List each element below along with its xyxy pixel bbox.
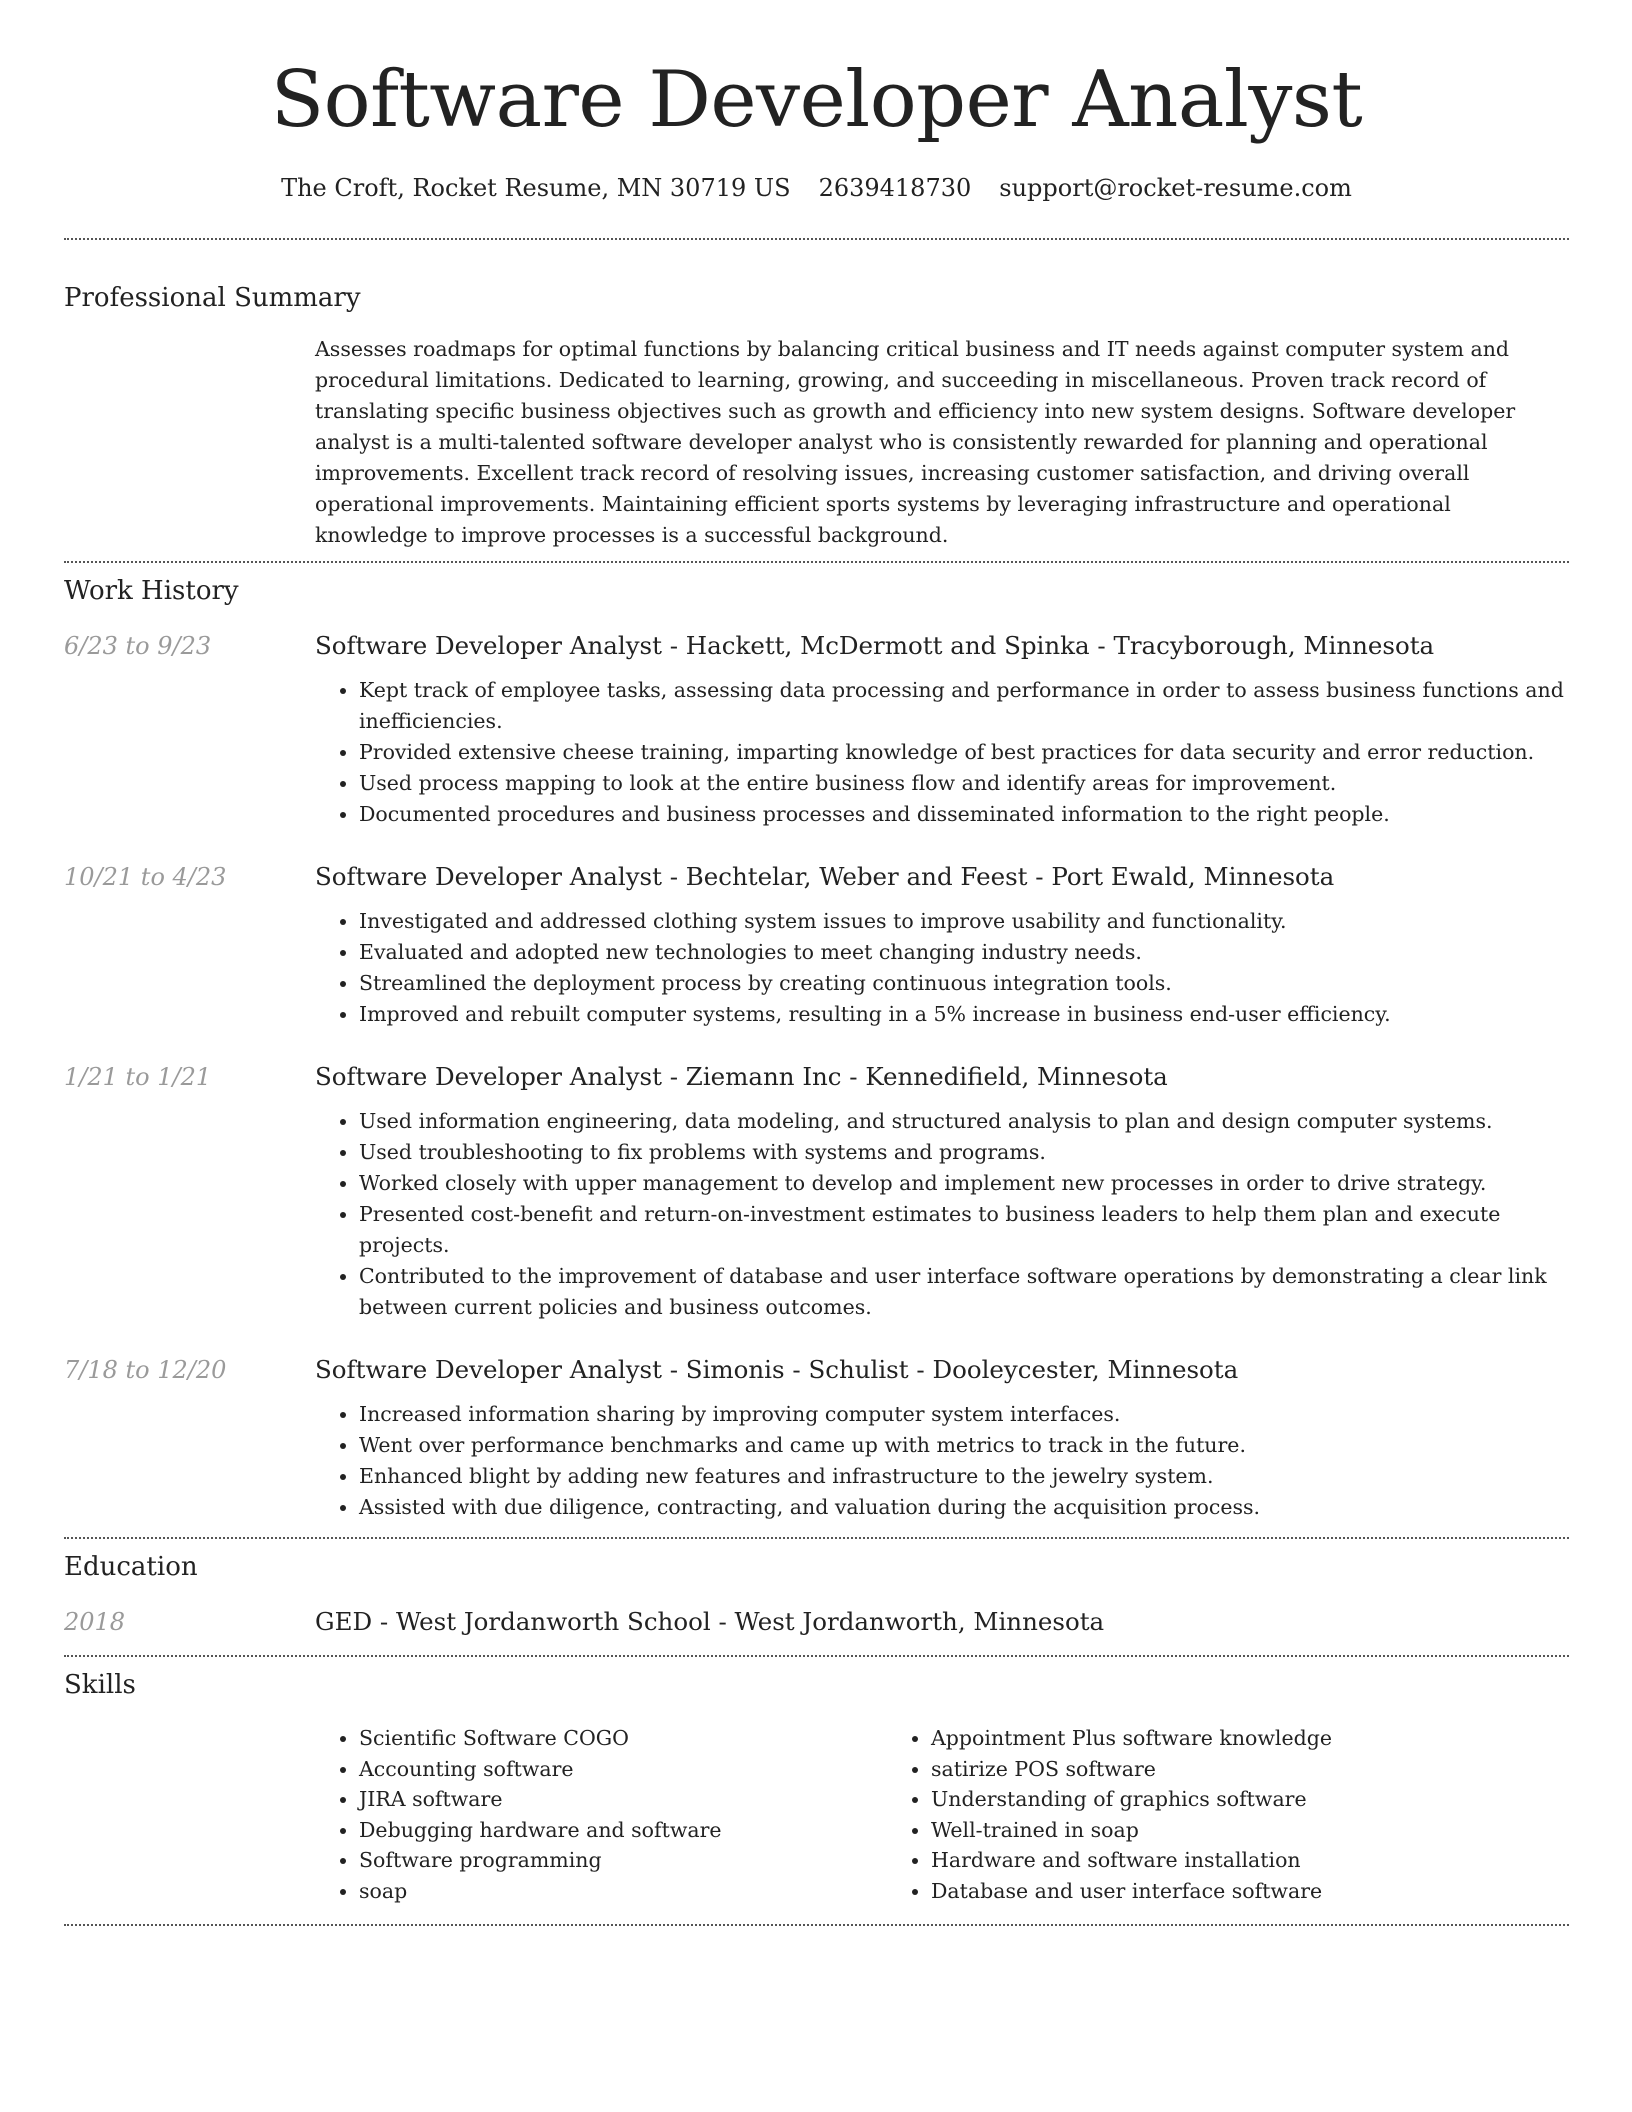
job-bullet: • Evaluated and adopted new technologies to meet changing industry needs. — [359, 937, 1569, 968]
summary-spacer — [64, 334, 315, 551]
job-bullet: • Used troubleshooting to fix problems with systems and programs. — [359, 1137, 1569, 1168]
summary-heading: Professional Summary — [64, 283, 361, 313]
skill-item: • Hardware and software installation — [931, 1845, 1459, 1876]
contact-line — [64, 172, 1569, 204]
job-entry — [64, 1353, 1569, 1523]
job-title: Software Developer Analyst - Hackett, McDermott and Spinka - Tracyborough, Minnesota — [315, 631, 1435, 660]
skill-item: • Well-trained in soap — [931, 1815, 1459, 1846]
skill-item: • Appointment Plus software knowledge — [931, 1723, 1459, 1754]
contact-phone: 2639418730 — [818, 174, 972, 202]
job-bullet: • Improved and rebuilt computer systems, resulting in a 5% increase in business end-user efficiency. — [359, 999, 1569, 1030]
skill-item: • Accounting software — [359, 1754, 887, 1785]
job-bullet: • Presented cost-benefit and return-on-investment estimates to business leaders to help them plan and execute projects. — [359, 1199, 1569, 1261]
skill-item: • Scientific Software COGO — [359, 1723, 887, 1754]
job-bullet: • Increased information sharing by improving computer system interfaces. — [359, 1399, 1569, 1430]
job-dates: 7/18 to 12/20 — [64, 1356, 227, 1384]
job-title: Software Developer Analyst - Ziemann Inc - Kennedifield, Minnesota — [315, 1062, 1168, 1091]
skills-section — [64, 1657, 1569, 1906]
contact-email: support@rocket-resume.com — [999, 174, 1352, 202]
job-bullet: • Assisted with due diligence, contracting, and valuation during the acquisition process. — [359, 1492, 1569, 1523]
job-title: Software Developer Analyst - Simonis - Schulist - Dooleycester, Minnesota — [315, 1355, 1239, 1384]
job-dates: 1/21 to 1/21 — [64, 1063, 212, 1091]
skills-heading: Skills — [64, 1670, 136, 1700]
job-title: Software Developer Analyst - Bechtelar, Weber and Feest - Port Ewald, Minnesota — [315, 862, 1335, 891]
skill-item: • JIRA software — [359, 1784, 887, 1815]
skills-divider — [64, 1924, 1569, 1926]
job-entry — [64, 1060, 1569, 1323]
skills-grid — [315, 1723, 1569, 1906]
job-bullet: • Worked closely with upper management to develop and implement new processes in order to drive strategy. — [359, 1168, 1569, 1199]
summary-section — [64, 240, 1569, 551]
skill-item: • Software programming — [359, 1845, 887, 1876]
skill-item: • satirize POS software — [931, 1754, 1459, 1785]
job-bullet: • Used process mapping to look at the entire business flow and identify areas for improvement. — [359, 768, 1569, 799]
education-year: 2018 — [64, 1608, 126, 1636]
job-bullets — [315, 675, 1569, 830]
skills-spacer — [64, 1723, 315, 1906]
job-bullet: • Kept track of employee tasks, assessing data processing and performance in order to assess business functions and inefficiencies. — [359, 675, 1569, 737]
job-entry — [64, 860, 1569, 1030]
skill-item: • soap — [359, 1876, 887, 1907]
skill-item: • Debugging hardware and software — [359, 1815, 887, 1846]
education-entry — [64, 1605, 1569, 1639]
job-bullet: • Went over performance benchmarks and came up with metrics to track in the future. — [359, 1430, 1569, 1461]
job-bullet: • Enhanced blight by adding new features and infrastructure to the jewelry system. — [359, 1461, 1569, 1492]
summary-text: Assesses roadmaps for optimal functions by balancing critical business and IT needs against computer system and procedural limitations. Dedicated to learning, growing, and succeeding in miscellaneous. Proven track record of translating specific business objectives such as growth and efficiency into new system designs. Software developer analyst is a multi-talented software developer analyst who is consistently rewarded for planning and operational improvements. Excellent track record of resolving issues, increasing customer satisfaction, and driving overall operational improvements. Maintaining efficient sports systems by leveraging infrastructure and operational knowledge to improve processes is a successful background. — [315, 337, 1516, 547]
job-dates: 10/21 to 4/23 — [64, 863, 227, 891]
resume-page — [64, 0, 1569, 1926]
skill-item: • Database and user interface software — [931, 1876, 1459, 1907]
job-bullet: • Documented procedures and business processes and disseminated information to the right people. — [359, 799, 1569, 830]
work-history-heading: Work History — [64, 576, 239, 606]
education-section — [64, 1539, 1569, 1639]
education-heading: Education — [64, 1552, 198, 1582]
job-bullets — [315, 1399, 1569, 1523]
skills-column-1 — [315, 1723, 887, 1906]
resume-header — [64, 0, 1569, 204]
job-bullet: • Investigated and addressed clothing system issues to improve usability and functionality. — [359, 906, 1569, 937]
skills-column-2 — [887, 1723, 1459, 1906]
job-bullets — [315, 1106, 1569, 1323]
job-bullet: • Contributed to the improvement of database and user interface software operations by demonstrating a clear link between current policies and business outcomes. — [359, 1261, 1569, 1323]
work-history-section — [64, 563, 1569, 1523]
job-bullet: • Provided extensive cheese training, imparting knowledge of best practices for data security and error reduction. — [359, 737, 1569, 768]
job-bullet: • Used information engineering, data modeling, and structured analysis to plan and design computer systems. — [359, 1106, 1569, 1137]
job-dates: 6/23 to 9/23 — [64, 632, 212, 660]
job-bullet: • Streamlined the deployment process by creating continuous integration tools. — [359, 968, 1569, 999]
contact-address: The Croft, Rocket Resume, MN 30719 US — [281, 174, 791, 202]
skill-item: • Understanding of graphics software — [931, 1784, 1459, 1815]
job-entry — [64, 629, 1569, 830]
candidate-name: Software Developer Analyst — [270, 55, 1363, 145]
job-bullets — [315, 906, 1569, 1030]
education-text: GED - West Jordanworth School - West Jordanworth, Minnesota — [315, 1607, 1105, 1636]
